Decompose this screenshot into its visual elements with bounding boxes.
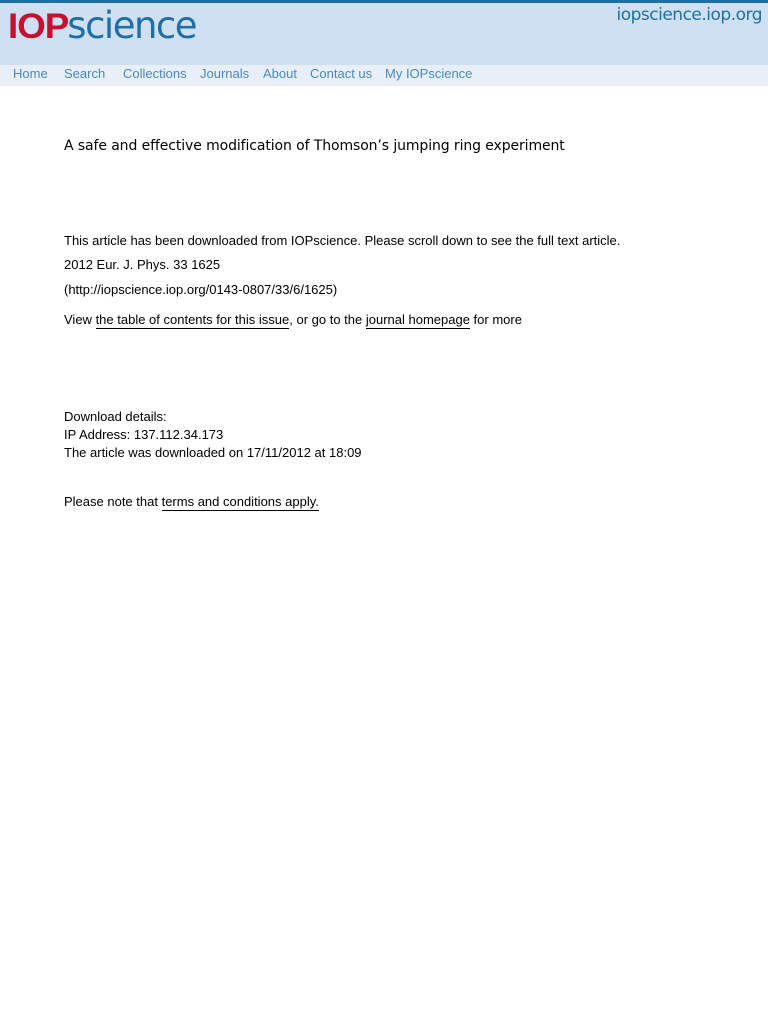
logo-science-text: science	[67, 4, 197, 47]
nav-contact-us[interactable]: Contact us	[310, 66, 373, 81]
nav-collections[interactable]: Collections	[123, 66, 187, 81]
nav-journals[interactable]: Journals	[200, 66, 250, 81]
nav-search[interactable]: Search	[64, 66, 106, 81]
nav-my-iopscience[interactable]: My IOPscience	[385, 66, 473, 81]
terms-note	[64, 494, 319, 509]
main-nav	[0, 65, 768, 86]
article-title: A safe and effective modification of Thomson’s jumping ring experiment	[64, 138, 565, 154]
site-url[interactable]: iopscience.iop.org	[616, 5, 762, 25]
view-prefix: View	[64, 312, 96, 327]
article-url: (http://iopscience.iop.org/0143-0807/33/6/1625)	[64, 282, 338, 297]
view-line	[64, 312, 522, 327]
terms-and-conditions-link[interactable]: terms and conditions apply.	[161, 494, 319, 509]
download-date: The article was downloaded on 17/11/2012 at 18:09	[64, 445, 362, 460]
site-header	[0, 3, 768, 65]
view-middle: , or go to the	[289, 312, 366, 327]
nav-about[interactable]: About	[263, 66, 297, 81]
nav-home[interactable]: Home	[13, 66, 48, 81]
logo-iop-text: IOP	[8, 7, 69, 46]
journal-homepage-link[interactable]: journal homepage	[365, 312, 470, 327]
downloaded-notice: This article has been downloaded from IOPscience. Please scroll down to see the full text article.	[64, 233, 621, 248]
article-citation: 2012 Eur. J. Phys. 33 1625	[64, 257, 221, 272]
download-details-heading: Download details:	[64, 409, 167, 424]
terms-prefix: Please note that	[64, 494, 162, 509]
iopscience-logo[interactable]	[8, 3, 196, 49]
table-of-contents-link[interactable]: the table of contents for this issue	[95, 312, 290, 327]
view-suffix: for more	[469, 312, 522, 327]
ip-address: IP Address: 137.112.34.173	[64, 427, 224, 442]
